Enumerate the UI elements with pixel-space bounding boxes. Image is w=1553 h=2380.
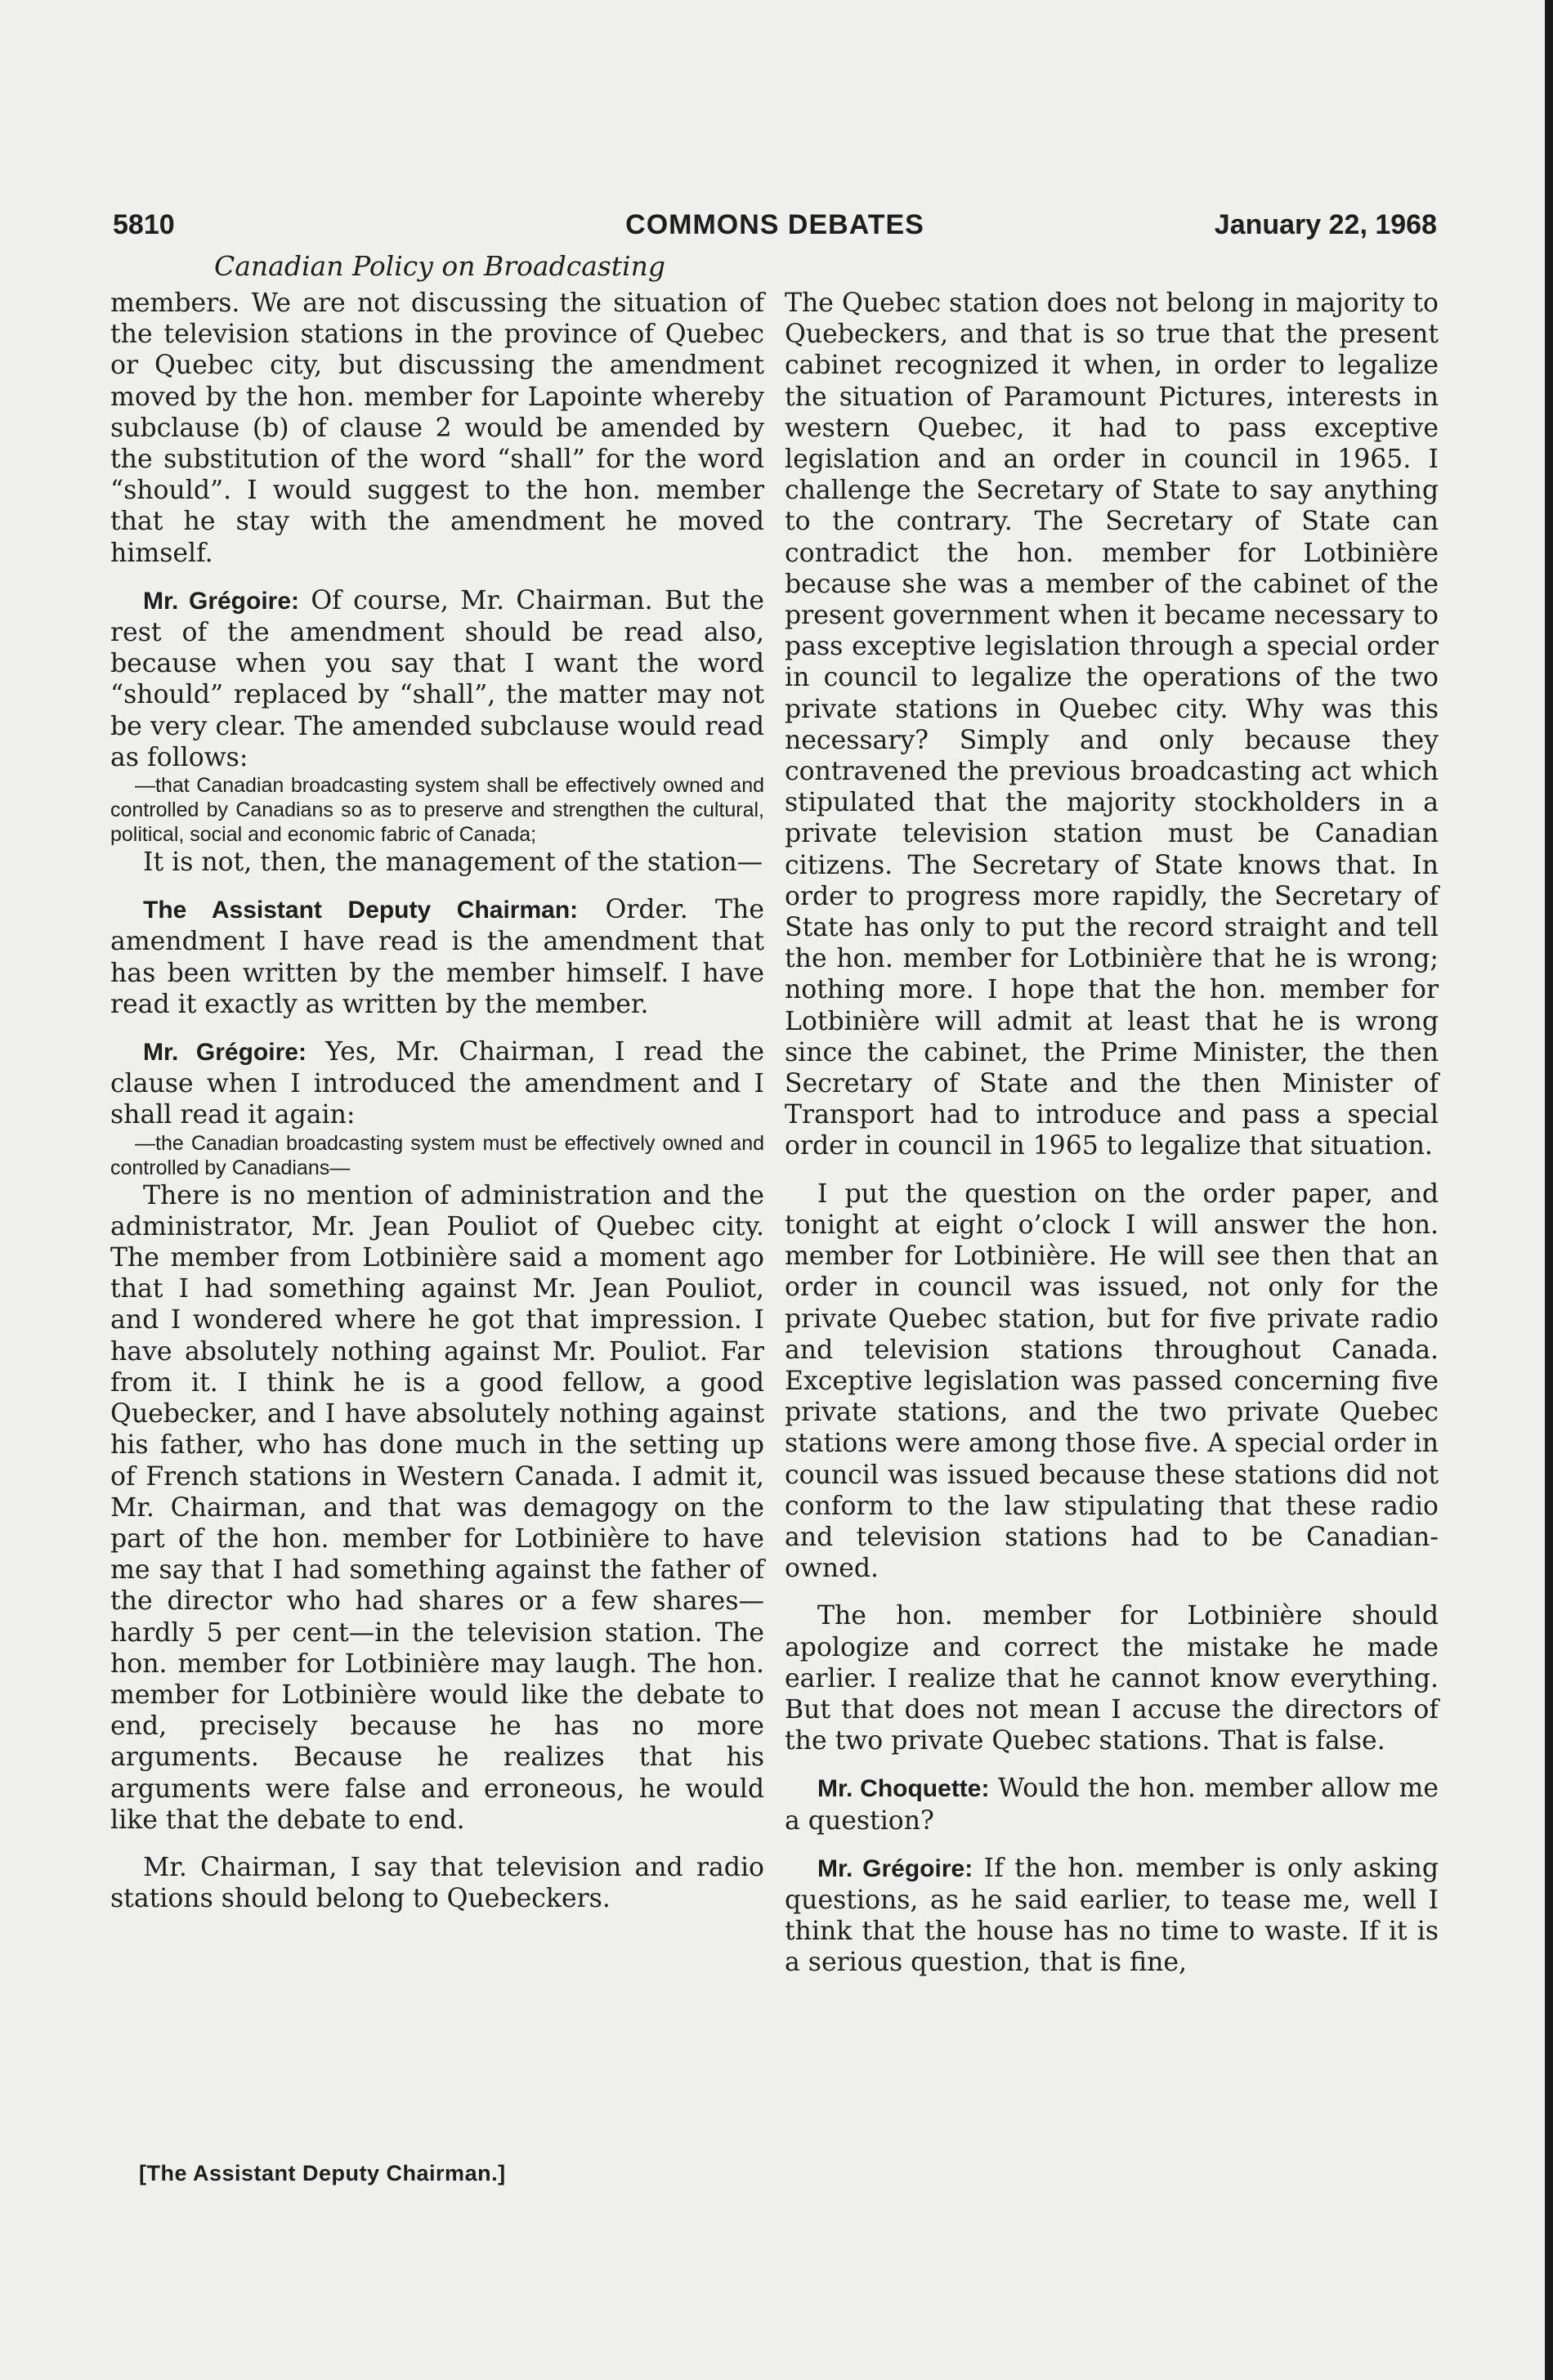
scan-edge-shadow [1545, 0, 1553, 2380]
journal-title: COMMONS DEBATES [625, 209, 924, 240]
paragraph: The Quebec station does not belong in majority to Quebeckers, and that is so true that the present cabinet recognized it when, in order to legalize the situation of Paramount Pictures, interests in western Quebec, it had to pass exceptive legislation and an order in council in 1965. I challenge the Secretary of State to say anything to the contrary. The Secretary of State can contradict the hon. member for Lotbinière because she was a member of the cabinet of the present government when it became necessary to pass exceptive legislation through a special order in council to legalize the operations of the two private stations in Quebec city. Why was this necessary? Simply and only because they contravened the previous broadcasting act which stipulated that the majority stockholders in a private television station must be Canadian citizens. The Secretary of State knows that. In order to progress more rapidly, the Secretary of State has only to put the record straight and tell the hon. member for Lotbinière that he is wrong; nothing more. I hope that the hon. member for Lotbinière will admit at least that he is wrong since the cabinet, the Prime Minister, the then Secretary of State and the then Minister of Transport had to introduce and pass a special order in council in 1965 to legalize that situation. [785, 289, 1439, 1161]
speech-paragraph [110, 585, 764, 773]
paragraph: The hon. member for Lotbinière should apologize and correct the mistake he made earlier. I realize that he cannot know everything. But that does not mean I accuse the directors of the two private Quebec stations. That is false. [785, 1601, 1439, 1756]
speaker-name: Mr. Grégoire: [143, 587, 300, 615]
footer-note: [The Assistant Deputy Chairman.] [139, 2161, 506, 2185]
speech-text: Of course, Mr. Chairman. But the rest of the amendment should be read also, because when you say that I want the word “should” replaced by “shall”, the matter may not be very clear. The amended subclause would read as follows: [110, 585, 764, 772]
speaker-name: Mr. Grégoire: [817, 1854, 973, 1882]
speech-text: Would the hon. member allow me a question? [785, 1774, 1439, 1836]
speech-paragraph [110, 1036, 764, 1131]
paragraph: members. We are not discussing the situation of the television stations in the province of Quebec or Quebec city, but discussing the amendment moved by the hon. member for Lapointe whereby subclause (b) of clause 2 would be amended by the substitution of the word “shall” for the word “should”. I would suggest to the hon. member that he stay with the amendment he moved himself. [110, 289, 764, 568]
paragraph: There is no mention of administration and the administrator, Mr. Jean Pouliot of Quebec city. The member from Lotbinière said a moment ago that I had something against Mr. Jean Pouliot, and I wondered where he got that impression. I have absolutely nothing against Mr. Pouliot. Far from it. I think he is a good fellow, a good Quebecker, and I have absolutely nothing against his father, who has done much in the setting up of French stations in Western Canada. I admit it, Mr. Chairman, and that was demagogy on the part of the hon. member for Lotbinière to have me say that I had something against the father of the director who had shares or a few shares—hardly 5 per cent—in the television station. The hon. member for Lotbinière may laugh. The hon. member for Lotbinière would like the debate to end, precisely because he has no more arguments. Because he realizes that his arguments were false and erroneous, he would like that the debate to end. [110, 1180, 764, 1835]
right-column [785, 288, 1439, 1979]
page-number: 5810 [113, 209, 175, 240]
speaker-name: Mr. Choquette: [817, 1775, 990, 1803]
speech-text: Order. The amendment I have read is the amendment that has been written by the member himself. I have read it exactly as written by the member. [110, 895, 764, 1019]
page-date: January 22, 1968 [1214, 209, 1437, 240]
paragraph: I put the question on the order paper, and tonight at eight o’clock I will answer the hon. member for Lotbinière. He will see then that an order in council was issued, not only for the private Quebec station, but for five private radio and television stations throughout Canada. Exceptive legislation was passed concerning five private stations, and the two private Quebec stations were among those five. A special order in council was issued because these stations did not conform to the law stipulating that these radio and television stations had to be Canadian-owned. [785, 1179, 1439, 1584]
speech-text: If the hon. member is only asking questions, as he said earlier, to tease me, well I think that the house has no time to waste. If it is a serious question, that is fine, [785, 1853, 1439, 1978]
block-quote: —that Canadian broadcasting system shall be effectively owned and controlled by Canadians so as to preserve and strengthen the cultural, political, social and economic fabric of Canada; [110, 774, 764, 847]
speech-paragraph [785, 1773, 1439, 1836]
left-column [110, 288, 764, 1914]
paragraph: Mr. Chairman, I say that television and radio stations should belong to Quebeckers. [110, 1852, 764, 1914]
speech-text: Yes, Mr. Chairman, I read the clause when I introduced the amendment and I shall read it again: [110, 1037, 764, 1130]
section-heading: Canadian Policy on Broadcasting [214, 250, 665, 282]
speaker-name: Mr. Grégoire: [143, 1039, 307, 1067]
speaker-name: The Assistant Deputy Chairman: [143, 897, 579, 924]
speech-paragraph [110, 894, 764, 1020]
speech-paragraph [785, 1853, 1439, 1979]
page-header [113, 209, 1437, 250]
paragraph: It is not, then, the management of the station— [143, 848, 763, 878]
block-quote: —the Canadian broadcasting system must be effectively owned and controlled by Canadians— [110, 1131, 764, 1179]
